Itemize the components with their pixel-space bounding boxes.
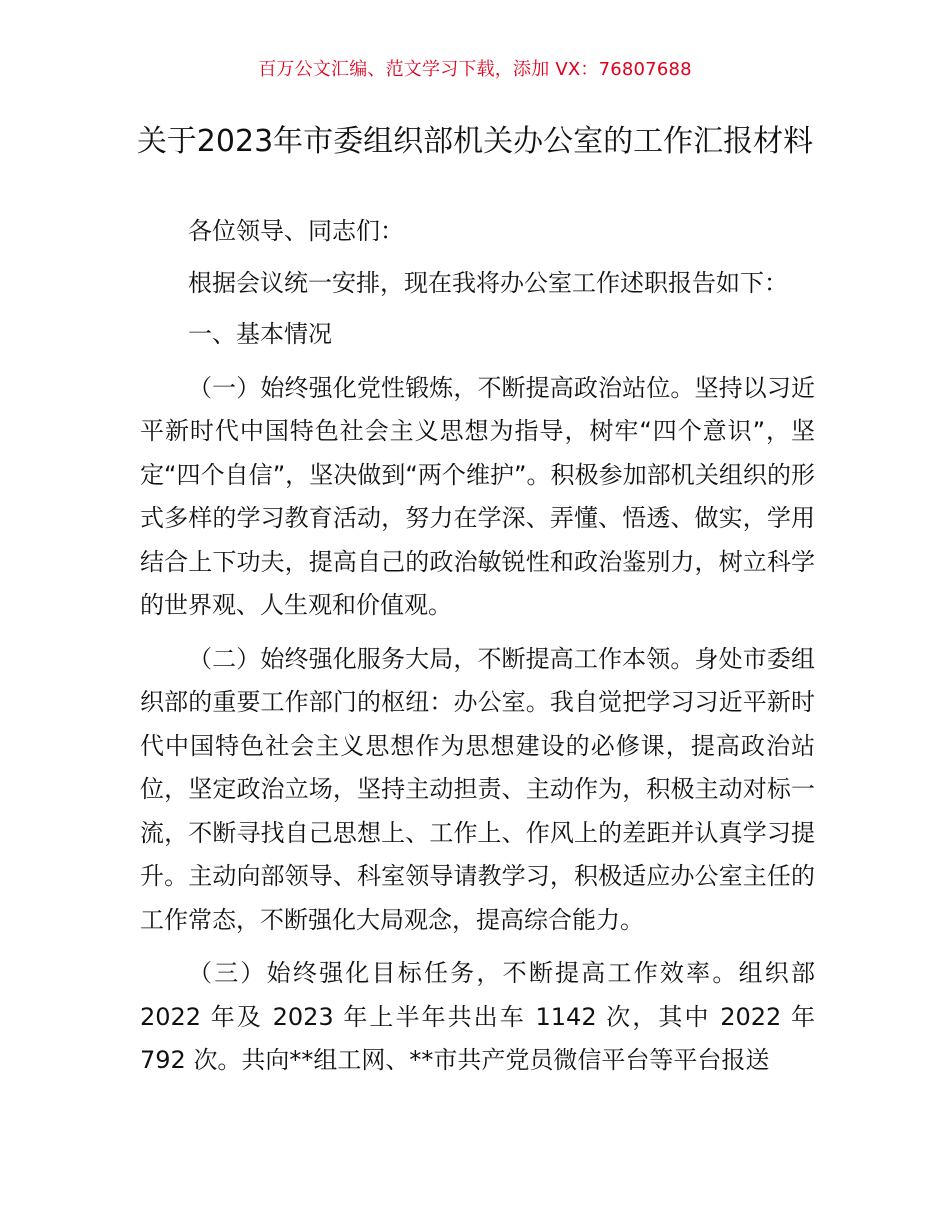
paragraph-1: （一）始终强化党性锻炼，不断提高政治站位。坚持以习近平新时代中国特色社会主义思想为指导，树牢“四个意识”，坚定“四个自信”，坚决做到“两个维护”。积极参加部机关组织的形式多样的学习教育活动，努力在学深、弄懂、悟透、做实，学用结合上下功夫，提高自己的政治敏锐性和政治鉴别力，树立科学的世界观、人生观和价值观。	[140, 373, 815, 619]
document-title: 关于2023年市委组织部机关办公室的工作汇报材料	[136, 124, 814, 159]
section-heading: 一、基本情况	[188, 320, 332, 348]
document-body	[140, 210, 815, 1083]
paragraph-3: （三）始终强化目标任务，不断提高工作效率。组织部2022 年及 2023 年上半年共出车 1142 次，其中 2022 年792 次。共向**组工网、**市共产党员微信平台等平台报送	[140, 959, 815, 1074]
header-banner: 百万公文汇编、范文学习下载，添加 VX：76807688	[258, 59, 692, 80]
salutation: 各位领导、同志们：	[188, 217, 404, 245]
paragraph-2: （二）始终强化服务大局，不断提高工作本领。身处市委组织部的重要工作部门的枢纽：办公室。我自觉把学习习近平新时代中国特色社会主义思想作为思想建设的必修课，提高政治站位，坚定政治立场，坚持主动担责、主动作为，积极主动对标一流，不断寻找自己思想上、工作上、作风上的差距并认真学习提升。主动向部领导、科室领导请教学习，积极适应办公室主任的工作常态，不断强化大局观念，提高综合能力。	[140, 644, 815, 934]
intro-paragraph: 根据会议统一安排，现在我将办公室工作述职报告如下：	[188, 268, 788, 297]
